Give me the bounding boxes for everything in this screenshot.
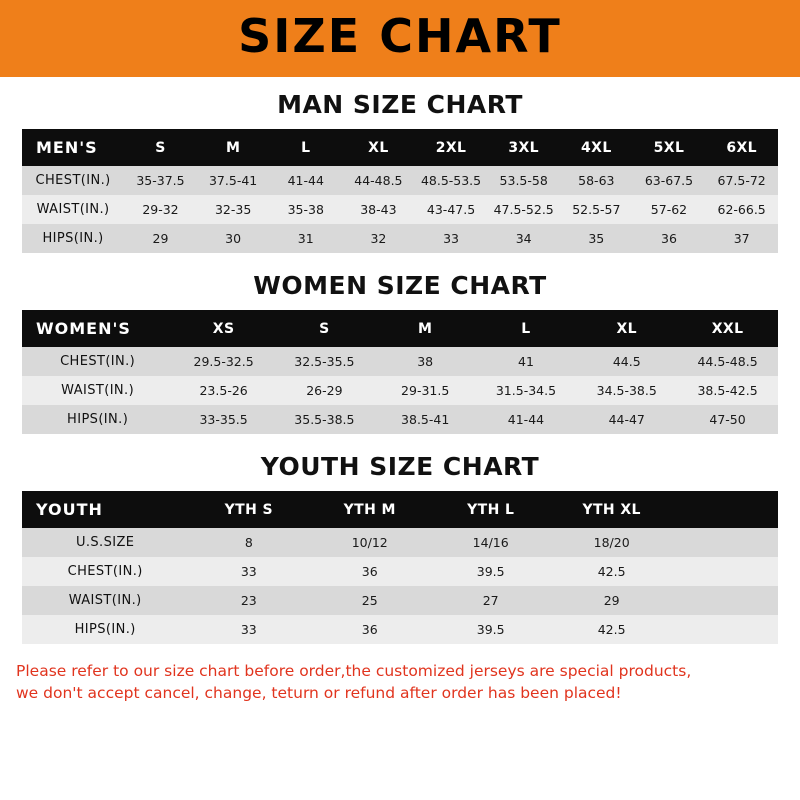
women-hips-xs: 33-35.5 — [173, 405, 274, 434]
men-header-4xl: 4XL — [560, 129, 633, 166]
table-row — [22, 405, 778, 434]
youth-table-header-row — [22, 491, 778, 528]
men-row-hips-label: HIPS(IN.) — [22, 224, 124, 253]
youth-chest-xl: 42.5 — [551, 557, 672, 586]
women-header-s: S — [274, 310, 375, 347]
table-row — [22, 557, 778, 586]
men-hips-m: 30 — [197, 224, 270, 253]
women-chest-s: 32.5-35.5 — [274, 347, 375, 376]
women-size-table — [22, 310, 778, 434]
women-waist-xxl: 38.5-42.5 — [677, 376, 778, 405]
men-size-table — [22, 129, 778, 253]
men-chest-4xl: 58-63 — [560, 166, 633, 195]
youth-chest-s: 33 — [188, 557, 309, 586]
women-chest-xxl: 44.5-48.5 — [677, 347, 778, 376]
women-hips-m: 38.5-41 — [375, 405, 476, 434]
men-waist-l: 35-38 — [269, 195, 342, 224]
women-header-xs: XS — [173, 310, 274, 347]
footer-note-line1: Please refer to our size chart before order,the customized jerseys are special products, — [16, 662, 692, 680]
youth-ussize-blank — [672, 528, 778, 557]
men-hips-2xl: 33 — [415, 224, 488, 253]
men-chest-5xl: 63-67.5 — [633, 166, 706, 195]
men-chest-xl: 44-48.5 — [342, 166, 415, 195]
men-header-6xl: 6XL — [705, 129, 778, 166]
men-chest-l: 41-44 — [269, 166, 342, 195]
table-row — [22, 347, 778, 376]
youth-ussize-m: 10/12 — [309, 528, 430, 557]
header-banner — [0, 0, 800, 72]
youth-hips-l: 39.5 — [430, 615, 551, 644]
men-waist-m: 32-35 — [197, 195, 270, 224]
women-row-chest-label: CHEST(IN.) — [22, 347, 173, 376]
youth-waist-l: 27 — [430, 586, 551, 615]
youth-header-s: YTH S — [188, 491, 309, 528]
men-waist-6xl: 62-66.5 — [705, 195, 778, 224]
men-hips-4xl: 35 — [560, 224, 633, 253]
women-waist-xl: 34.5-38.5 — [576, 376, 677, 405]
men-hips-5xl: 36 — [633, 224, 706, 253]
men-row-chest-label: CHEST(IN.) — [22, 166, 124, 195]
youth-chest-m: 36 — [309, 557, 430, 586]
men-hips-xl: 32 — [342, 224, 415, 253]
youth-ussize-xl: 18/20 — [551, 528, 672, 557]
women-section-title: WOMEN SIZE CHART — [253, 271, 547, 300]
men-waist-4xl: 52.5-57 — [560, 195, 633, 224]
men-header-label: MEN'S — [22, 129, 124, 166]
men-row-waist-label: WAIST(IN.) — [22, 195, 124, 224]
women-table-header-row — [22, 310, 778, 347]
men-header-l: L — [269, 129, 342, 166]
women-header-l: L — [476, 310, 577, 347]
men-chest-6xl: 67.5-72 — [705, 166, 778, 195]
men-chest-s: 35-37.5 — [124, 166, 197, 195]
youth-chest-l: 39.5 — [430, 557, 551, 586]
women-header-xl: XL — [576, 310, 677, 347]
youth-ussize-l: 14/16 — [430, 528, 551, 557]
youth-header-label: YOUTH — [22, 491, 188, 528]
youth-hips-m: 36 — [309, 615, 430, 644]
men-chest-3xl: 53.5-58 — [487, 166, 560, 195]
table-row — [22, 615, 778, 644]
women-hips-l: 41-44 — [476, 405, 577, 434]
women-header-m: M — [375, 310, 476, 347]
youth-header-xl: YTH XL — [551, 491, 672, 528]
youth-hips-blank — [672, 615, 778, 644]
women-row-hips-label: HIPS(IN.) — [22, 405, 173, 434]
youth-row-hips-label: HIPS(IN.) — [22, 615, 188, 644]
youth-header-blank — [672, 491, 778, 528]
men-hips-l: 31 — [269, 224, 342, 253]
men-hips-s: 29 — [124, 224, 197, 253]
men-waist-2xl: 43-47.5 — [415, 195, 488, 224]
youth-row-waist-label: WAIST(IN.) — [22, 586, 188, 615]
men-header-xl: XL — [342, 129, 415, 166]
men-waist-s: 29-32 — [124, 195, 197, 224]
chart-content — [0, 90, 800, 644]
women-row-waist-label: WAIST(IN.) — [22, 376, 173, 405]
youth-size-table — [22, 491, 778, 644]
table-row — [22, 224, 778, 253]
youth-hips-s: 33 — [188, 615, 309, 644]
table-row — [22, 528, 778, 557]
women-header-xxl: XXL — [677, 310, 778, 347]
men-table-header-row — [22, 129, 778, 166]
table-row — [22, 166, 778, 195]
men-header-2xl: 2XL — [415, 129, 488, 166]
men-waist-3xl: 47.5-52.5 — [487, 195, 560, 224]
men-header-s: S — [124, 129, 197, 166]
women-chest-xl: 44.5 — [576, 347, 677, 376]
youth-waist-m: 25 — [309, 586, 430, 615]
men-header-5xl: 5XL — [633, 129, 706, 166]
youth-waist-blank — [672, 586, 778, 615]
men-header-3xl: 3XL — [487, 129, 560, 166]
women-hips-s: 35.5-38.5 — [274, 405, 375, 434]
youth-section-title: YOUTH SIZE CHART — [260, 452, 540, 481]
men-chest-m: 37.5-41 — [197, 166, 270, 195]
page-title: SIZE CHART — [238, 9, 562, 63]
table-row — [22, 376, 778, 405]
women-chest-l: 41 — [476, 347, 577, 376]
youth-header-m: YTH M — [309, 491, 430, 528]
footer-note-line2: we don't accept cancel, change, teturn or refund after order has been placed! — [16, 684, 622, 703]
women-waist-xs: 23.5-26 — [173, 376, 274, 405]
youth-waist-s: 23 — [188, 586, 309, 615]
youth-chest-blank — [672, 557, 778, 586]
table-row — [22, 195, 778, 224]
men-waist-5xl: 57-62 — [633, 195, 706, 224]
youth-hips-xl: 42.5 — [551, 615, 672, 644]
men-hips-3xl: 34 — [487, 224, 560, 253]
men-header-m: M — [197, 129, 270, 166]
women-hips-xl: 44-47 — [576, 405, 677, 434]
youth-row-ussize-label: U.S.SIZE — [22, 528, 188, 557]
women-header-label: WOMEN'S — [22, 310, 173, 347]
women-waist-l: 31.5-34.5 — [476, 376, 577, 405]
women-waist-m: 29-31.5 — [375, 376, 476, 405]
men-section-title: MAN SIZE CHART — [277, 90, 523, 119]
men-chest-2xl: 48.5-53.5 — [415, 166, 488, 195]
women-waist-s: 26-29 — [274, 376, 375, 405]
men-hips-6xl: 37 — [705, 224, 778, 253]
women-chest-m: 38 — [375, 347, 476, 376]
footer-note — [16, 660, 784, 705]
women-chest-xs: 29.5-32.5 — [173, 347, 274, 376]
men-waist-xl: 38-43 — [342, 195, 415, 224]
youth-row-chest-label: CHEST(IN.) — [22, 557, 188, 586]
women-hips-xxl: 47-50 — [677, 405, 778, 434]
table-row — [22, 586, 778, 615]
youth-header-l: YTH L — [430, 491, 551, 528]
youth-ussize-s: 8 — [188, 528, 309, 557]
youth-waist-xl: 29 — [551, 586, 672, 615]
